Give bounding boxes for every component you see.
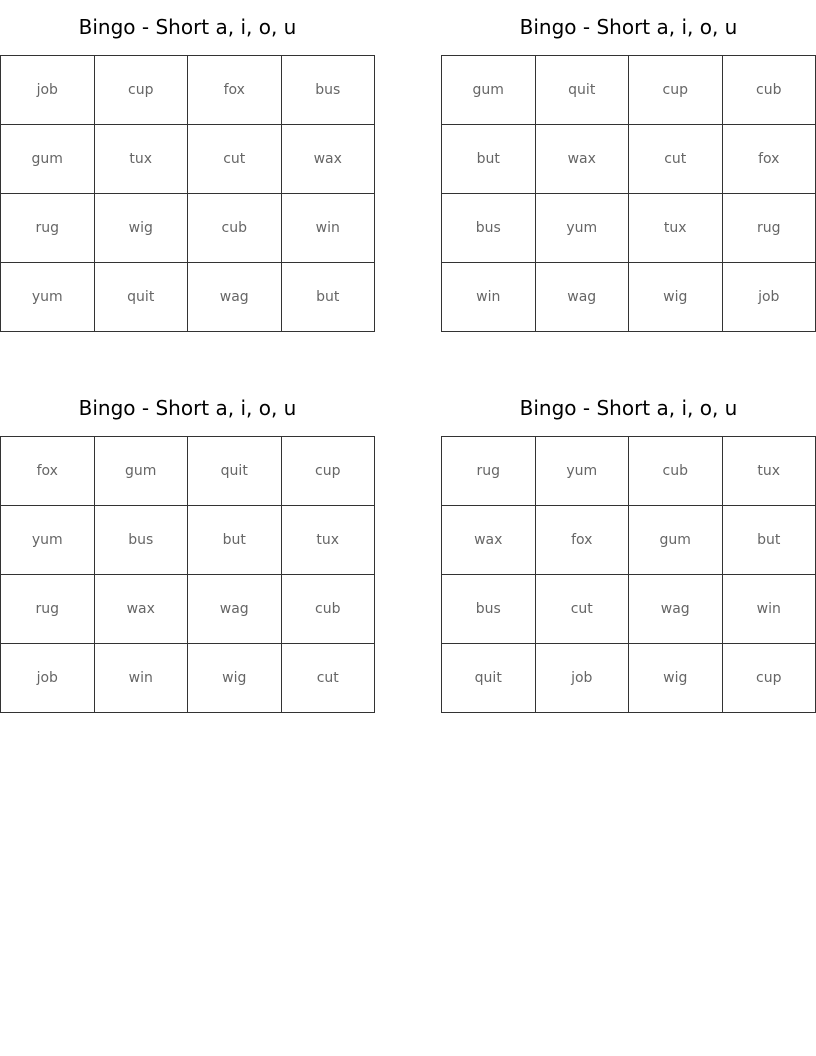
- grid-cell: wax: [535, 125, 629, 194]
- grid-cell: cub: [281, 575, 375, 644]
- grid-cell: bus: [94, 506, 188, 575]
- table-row: [442, 575, 816, 644]
- table-row: [1, 575, 375, 644]
- grid-cell: gum: [1, 125, 95, 194]
- grid-cell: wag: [535, 263, 629, 332]
- card-title: Bingo - Short a, i, o, u: [519, 396, 738, 420]
- grid-cell: job: [1, 644, 95, 713]
- card-title: Bingo - Short a, i, o, u: [78, 15, 297, 39]
- table-row: [1, 644, 375, 713]
- grid-cell: bus: [442, 575, 536, 644]
- grid-cell: wig: [188, 644, 282, 713]
- card-title: Bingo - Short a, i, o, u: [519, 15, 738, 39]
- grid-cell: wax: [94, 575, 188, 644]
- grid-cell: cup: [281, 437, 375, 506]
- grid-cell: fox: [188, 56, 282, 125]
- grid-cell: quit: [442, 644, 536, 713]
- grid-cell: win: [442, 263, 536, 332]
- table-row: [1, 437, 375, 506]
- table-row: [1, 56, 375, 125]
- grid-cell: yum: [535, 194, 629, 263]
- grid-cell: fox: [535, 506, 629, 575]
- grid-cell: cup: [722, 644, 816, 713]
- table-row: [442, 194, 816, 263]
- table-row: [1, 506, 375, 575]
- table-row: [442, 506, 816, 575]
- grid-cell: cut: [188, 125, 282, 194]
- bingo-grid: [0, 55, 375, 332]
- grid-cell: cub: [629, 437, 723, 506]
- grid-cell: quit: [188, 437, 282, 506]
- grid-cell: gum: [442, 56, 536, 125]
- grid-cell: wig: [629, 644, 723, 713]
- grid-cell: gum: [94, 437, 188, 506]
- grid-cell: cub: [188, 194, 282, 263]
- grid-cell: win: [281, 194, 375, 263]
- grid-cell: cut: [629, 125, 723, 194]
- grid-cell: cut: [535, 575, 629, 644]
- grid-cell: win: [94, 644, 188, 713]
- grid-cell: cup: [629, 56, 723, 125]
- grid-cell: tux: [281, 506, 375, 575]
- grid-cell: cut: [281, 644, 375, 713]
- grid-cell: bus: [281, 56, 375, 125]
- grid-cell: rug: [722, 194, 816, 263]
- bingo-grid: [441, 436, 816, 713]
- bingo-grid: [0, 436, 375, 713]
- grid-cell: but: [722, 506, 816, 575]
- grid-cell: quit: [535, 56, 629, 125]
- grid-cell: gum: [629, 506, 723, 575]
- table-row: [442, 644, 816, 713]
- grid-cell: bus: [442, 194, 536, 263]
- grid-cell: tux: [722, 437, 816, 506]
- table-row: [442, 125, 816, 194]
- grid-cell: but: [281, 263, 375, 332]
- grid-cell: job: [722, 263, 816, 332]
- grid-cell: wax: [281, 125, 375, 194]
- table-row: [442, 56, 816, 125]
- grid-cell: but: [188, 506, 282, 575]
- grid-cell: fox: [722, 125, 816, 194]
- card-title: Bingo - Short a, i, o, u: [78, 396, 297, 420]
- grid-cell: yum: [535, 437, 629, 506]
- grid-cell: yum: [1, 506, 95, 575]
- grid-cell: quit: [94, 263, 188, 332]
- table-row: [1, 125, 375, 194]
- grid-cell: rug: [1, 194, 95, 263]
- grid-cell: job: [1, 56, 95, 125]
- grid-cell: wig: [629, 263, 723, 332]
- table-row: [442, 437, 816, 506]
- grid-cell: fox: [1, 437, 95, 506]
- grid-cell: cup: [94, 56, 188, 125]
- table-row: [1, 263, 375, 332]
- table-row: [442, 263, 816, 332]
- grid-cell: but: [442, 125, 536, 194]
- grid-cell: win: [722, 575, 816, 644]
- grid-cell: wax: [442, 506, 536, 575]
- grid-cell: wag: [188, 575, 282, 644]
- grid-cell: cub: [722, 56, 816, 125]
- grid-cell: tux: [629, 194, 723, 263]
- grid-cell: rug: [1, 575, 95, 644]
- table-row: [1, 194, 375, 263]
- grid-cell: rug: [442, 437, 536, 506]
- bingo-grid: [441, 55, 816, 332]
- grid-cell: wig: [94, 194, 188, 263]
- grid-cell: yum: [1, 263, 95, 332]
- grid-cell: tux: [94, 125, 188, 194]
- grid-cell: wag: [629, 575, 723, 644]
- grid-cell: job: [535, 644, 629, 713]
- grid-cell: wag: [188, 263, 282, 332]
